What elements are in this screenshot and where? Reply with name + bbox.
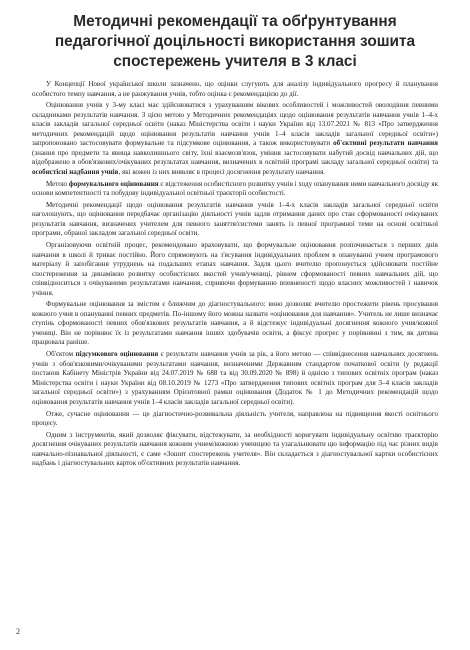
page-title [32,12,438,72]
paragraph-text: , які кожен із них виявляє в процесі досягнення результату навчання. [118,167,326,176]
bold-term-summative-assessment: підсумкового оцінювання [75,350,159,359]
paragraph-conclusion: Отже, сучасне оцінювання — це діагностично-розвивальна діяльність учителя, направлена на підвищення якості освітнього процесу. [32,409,438,428]
document-body [32,80,438,469]
title-line-2: педагогічної доцільності використання зошита [54,33,416,50]
paragraph-text: Метою [46,179,69,188]
paragraph-concept: У Концепції Нової української школи зазначено, що оцінки слугують для аналізу індивідуального прогресу й планування особистого темпу навчання, а не ранжування учнів, тобто оцінка є рекомендацією до дії. [32,80,438,98]
paragraph-text: є відстеження особистісного розвитку учнів і ходу опанування ними навчального досвіду як основи компетентності та побудову індивідуальної освітньої траєкторії особистості. [32,179,439,198]
paragraph-text: Оцінювання учнів у 3-му класі має здійснюватися з урахуванням вікових особливостей і можливостей оволодіння певними складниками результатів навчання. З цією метою у Методичних рекомендаціях щодо оцінювання результатів навчання учнів 1–4-х класів закладів загальної середньої освіти (наказ Міністерства освіти і науки України від 13.07.2021 № 813 «Про затвердження методичних рекомендацій щодо оцінювання результатів навчання учнів 1–4 класів закладів загальної середньої освіти») запропоновано застосовувати формувальне та підсумкове оцінювання, а також використовувати [32,101,438,148]
paragraph-text: є результати навчання учнів за рік, а його метою — співвіднесення навчальних досягнень учнів з обов'язковими/очікуваними результатами навчання, визначеними Державним стандартом початкової освіти (у редакції постанов Кабінету Міністрів України від 24.07.2019 № 688 та від 30.09.2020 № 898) й однією з типових освітніх програм (наказ Міністерства освіти і науки України від 08.10.2019 № 1273 «Про затвердження типових освітніх програм для 3–4 класів закладів загальної середньої освіти») з урахуванням Орієнтовної рамки оцінювання (Додаток № 1 до Методичних рекомендацій щодо оцінювання результатів навчання учнів 1–4 класів закладів загальної середньої освіти). [32,350,438,406]
paragraph-text: Об'єктом [46,350,76,359]
paragraph-methodical-recommendations: Методичні рекомендації щодо оцінювання результатів навчання учнів 1–4-х класів закладів загальної середньої освіти наголошують, що оцінювання передбачає організацію діяльності учнів задля отримання даних про стан сформованості очікуваних результатів навчання, визначених учителем для певного заняття/системи занять із певної програмної теми на основі освітньої програми, обраної закладом загальної середньої освіти. [32,200,438,238]
title-line-1: Методичні рекомендації та обґрунтування [73,13,397,30]
paragraph-text: (знання про предмети та явища навколишнього світу, їхні взаємозв'язок, уміння застосовувати набутий досвід навчальних дій, що відображено в обов'язкових/очікуваних результатах навчання, визначених в освітній програмі закладу загальної середньої освіти) та [32,148,438,167]
paragraph-educational-process: Організовуючи освітній процес, рекомендовано враховувати, що формувальне оцінювання розпочинається з перших днів навчання в школі й триває постійно. Його спрямовують на з'ясування індивідуальних проблем в опануванні учнем програмового матеріалу й запобігання утруднень на подальших етапах навчання. Задля цього вчителю пропонується здійснювати постійне спостереження за динамікою розвитку особистісних якостей учня/учениці, рівнем сформованості певних навчальних дій, що співвідноситься з очікуваними результатами навчання, сприяючи формуванню впевненості щодо власних можливостей і навичок учіння. [32,241,438,297]
paragraph-assessment-grade3 [32,101,438,177]
bold-term-personal-achievements: особистісні надбання учнів [32,167,119,176]
bold-term-formative-assessment: формувального оцінювання [68,179,159,188]
page-number: 2 [16,627,20,636]
paragraph-formative-goal [32,180,438,199]
bold-term-objective-results: об'єктивні результати навчання [333,139,438,148]
paragraph-summative-object [32,350,438,407]
title-line-3: спостережень учителя в 3 класі [113,53,357,70]
paragraph-formative-content: Формувальне оцінювання за змістом є ближчим до діагностувального: воно дозволяє вчителю простежити рівень просування кожного учня в опануванні певних предметів. По-іншому його можна назвати «оцінювання для навчання». Учитель не лише визначає ступінь сформованості певних обов'язкових результатів навчання, а й відстежує індивідуальні досягнення кожного учня/кожної учениці. Він не порівнює їх із результатами навчання інших здобувачів освіти, а фіксує прогрес у порівнянні з тим, як дитина працювала раніше. [32,300,438,347]
paragraph-observation-notebook: Одним з інструментів, який дозволяє фіксувати, відстежувати, за необхідності коригувати індивідуальну освітню траєкторію досягнення очікуваних результатів навчання кожним учнем/кожною ученицею та узагальнювати цю інформацію під час різних видів навчально-пізнавальної діяльності, є саме «Зошит спостережень учителя». Він складається з діагностувальної картки особистісних надбань і діагностувальних карток об'єктивних результатів навчання. [32,430,438,468]
